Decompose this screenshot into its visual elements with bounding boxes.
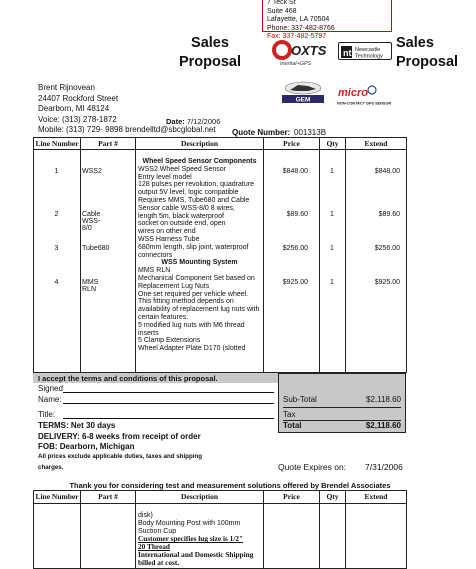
section-heading-mounting: WSS Mounting System (161, 259, 238, 267)
micro-logo-text: micro (338, 87, 368, 99)
oxts-logo (272, 38, 328, 68)
col-header-price: Price (264, 138, 320, 150)
vendor-city: Lafayette, LA 70504 (267, 16, 330, 23)
col2-header-part: Part # (81, 491, 136, 504)
row-3-extend: $256.00 (374, 245, 400, 252)
description-column (136, 150, 264, 373)
row-3-price: $256.00 (282, 245, 308, 252)
date-label: Date: (166, 117, 185, 126)
row-1-description: WSS2 Wheel Speed Sensor Entry level model 128 pulses per revolution, quadrature output 5V level, logic compatible Requires MMS, Tube680 and Cable (138, 165, 254, 204)
shipping-note: International and Domestic Shipping (138, 549, 254, 559)
title-line-1: Sales (191, 35, 229, 51)
col2-header-price: Price (264, 491, 320, 504)
continued-description: disk) Body Mounting Post with 100mm Suction Cup Customer specifies lug size is 1/2" 20 Thread International and Domestic Shipping billed at cost. (136, 504, 264, 569)
row-1-price: $848.00 (282, 168, 308, 175)
row-1-qty: 1 (330, 168, 334, 175)
newcastle-logo-line2: Technology (355, 53, 383, 60)
shipping-note-2: billed at cost. (138, 557, 180, 567)
row-2-line: 2 (54, 211, 59, 218)
title-dup-line-1: Sales (396, 35, 434, 51)
row-2-price: $89.60 (286, 211, 308, 218)
micro-logo-subtext: NON-CONTACT GPS SENSOR (337, 101, 392, 106)
col2-header-description: Description (136, 491, 264, 504)
col2-header-qty: Qty (320, 491, 346, 504)
acceptance-heading: I accept the terms and conditions of this proposal. (38, 374, 218, 383)
row-3-description: WSS Harness Tube 680mm length, slip joint, waterproof connectors (138, 235, 249, 259)
signed-label: Signed (38, 384, 63, 393)
row-1-extend: $848.00 (374, 168, 400, 175)
row-2-description: Sensor cable WSS-8/0 8 wires, length 5m, black waterproof socket on outside end, open wires on other end (138, 204, 235, 236)
name-label: Name: (38, 395, 62, 404)
thank-you-note: Thank you for considering test and measurement solutions offered by Brendel Associates (69, 481, 391, 490)
row-4-extend: $925.00 (374, 279, 400, 286)
customer-voice: Voice: (313) 278-1872 (38, 114, 117, 124)
svg-text:nt: nt (343, 48, 352, 58)
delivery-text: DELIVERY: 6-8 weeks from receipt of order (38, 432, 201, 441)
tax-label: Tax (283, 410, 296, 419)
row-3-part: Tube680 (82, 245, 110, 252)
signed-line[interactable] (63, 392, 274, 393)
row-4-description: MMS RLN Mechanical Component Set based on Replacement Lug Nuts One set required per vehicle wheel. This fitting method depends on availability of replacement lug nuts with certain features: 5 modified lug nuts with M6 thread inserts 5 Clamp Extensions Wheel Adapter Plate D170 (slotted (138, 267, 260, 353)
total-label: Total (283, 421, 302, 430)
title-line-2: Proposal (178, 54, 242, 70)
subtotal-label: Sub-Total (283, 395, 317, 404)
page-title (168, 34, 252, 72)
title-label: Title: (38, 410, 56, 419)
row-3-line: 3 (54, 245, 59, 252)
date-value: 7/12/2006 (187, 117, 221, 126)
terms-text: TERMS: Net 30 days (38, 421, 116, 430)
customer-street: 24407 Rockford Street (38, 93, 119, 103)
col-header-description: Description (136, 138, 264, 150)
quote-number-value: 001313B (294, 128, 327, 137)
row-4-line: 4 (54, 279, 59, 286)
newcastle-logo-line1: Newcastle (355, 47, 381, 53)
newcastle-logo (338, 42, 392, 60)
table-row (34, 504, 407, 569)
gem-logo-text: GEM (295, 96, 311, 104)
table-row (34, 150, 407, 373)
title-line[interactable] (63, 418, 274, 419)
quote-number-label: Quote Number: (232, 128, 291, 137)
row-1-line: 1 (54, 168, 59, 175)
oxts-logo-text: OXTS (291, 43, 327, 58)
vendor-address-line1: 7 Teck St (267, 0, 296, 6)
row-4-qty: 1 (330, 279, 334, 286)
customer-block (38, 83, 216, 136)
row-3-qty: 1 (330, 245, 334, 252)
customer-city: Dearborn, MI 48124 (38, 104, 110, 114)
col-header-qty: Qty (320, 138, 346, 150)
quote-expires-value: 7/31/2006 (365, 462, 403, 472)
subtotal-value: $2,118.60 (366, 395, 401, 404)
vendor-phone: Phone: 337-482-8766 (267, 24, 335, 32)
continued-line-items-table (33, 490, 407, 569)
lug-size-note: Customer specifies lug size is 1/2" (138, 534, 244, 544)
thread-note: 20 Thread (138, 542, 170, 552)
row-1-part: WSS2 (82, 168, 102, 175)
fob-text: FOB: Dearborn, Michigan (38, 442, 135, 451)
col2-header-line: Line Number (34, 491, 81, 504)
prices-note-line2: charges. (38, 464, 64, 471)
col-header-line: Line Number (35, 139, 79, 148)
row-4-part: MMS RLN (82, 279, 99, 293)
row-4-price: $925.00 (282, 279, 308, 286)
total-value: $2,118.60 (365, 421, 401, 430)
microsat-logo (336, 84, 396, 106)
row-2-part: Cable WSS-8/0 (82, 211, 101, 232)
row-2-extend: $89.60 (378, 211, 400, 218)
name-line[interactable] (63, 403, 274, 404)
page-title-duplicate (396, 34, 476, 72)
col2-header-extend: Extend (346, 491, 407, 504)
prices-note-line1: All prices exclude applicable duties, taxes and shipping (38, 453, 203, 460)
quote-expires-label: Quote Expires on: (278, 462, 347, 472)
vendor-fax: Fax: 337-482-5797 (267, 33, 327, 40)
title-dup-line-2: Proposal (396, 54, 459, 70)
vendor-address-box (262, 0, 392, 40)
vendor-address-line2: Suite 468 (267, 7, 297, 15)
row-2-qty: 1 (330, 211, 334, 218)
gem-logo (280, 80, 326, 104)
acceptance-block (33, 373, 278, 471)
totals-box (278, 373, 406, 433)
section-heading-sensor: Wheel Speed Sensor Components (142, 158, 257, 165)
oxts-logo-subtext: Inertial+GPS (280, 61, 312, 67)
customer-name: Brent Rijnovean (38, 83, 95, 92)
col-header-part: Part # (81, 138, 136, 150)
customer-mobile: Mobile: (313) 729- 9898 brendelltd@sbcglobal.net (38, 125, 216, 135)
col-header-extend: Extend (346, 138, 407, 150)
